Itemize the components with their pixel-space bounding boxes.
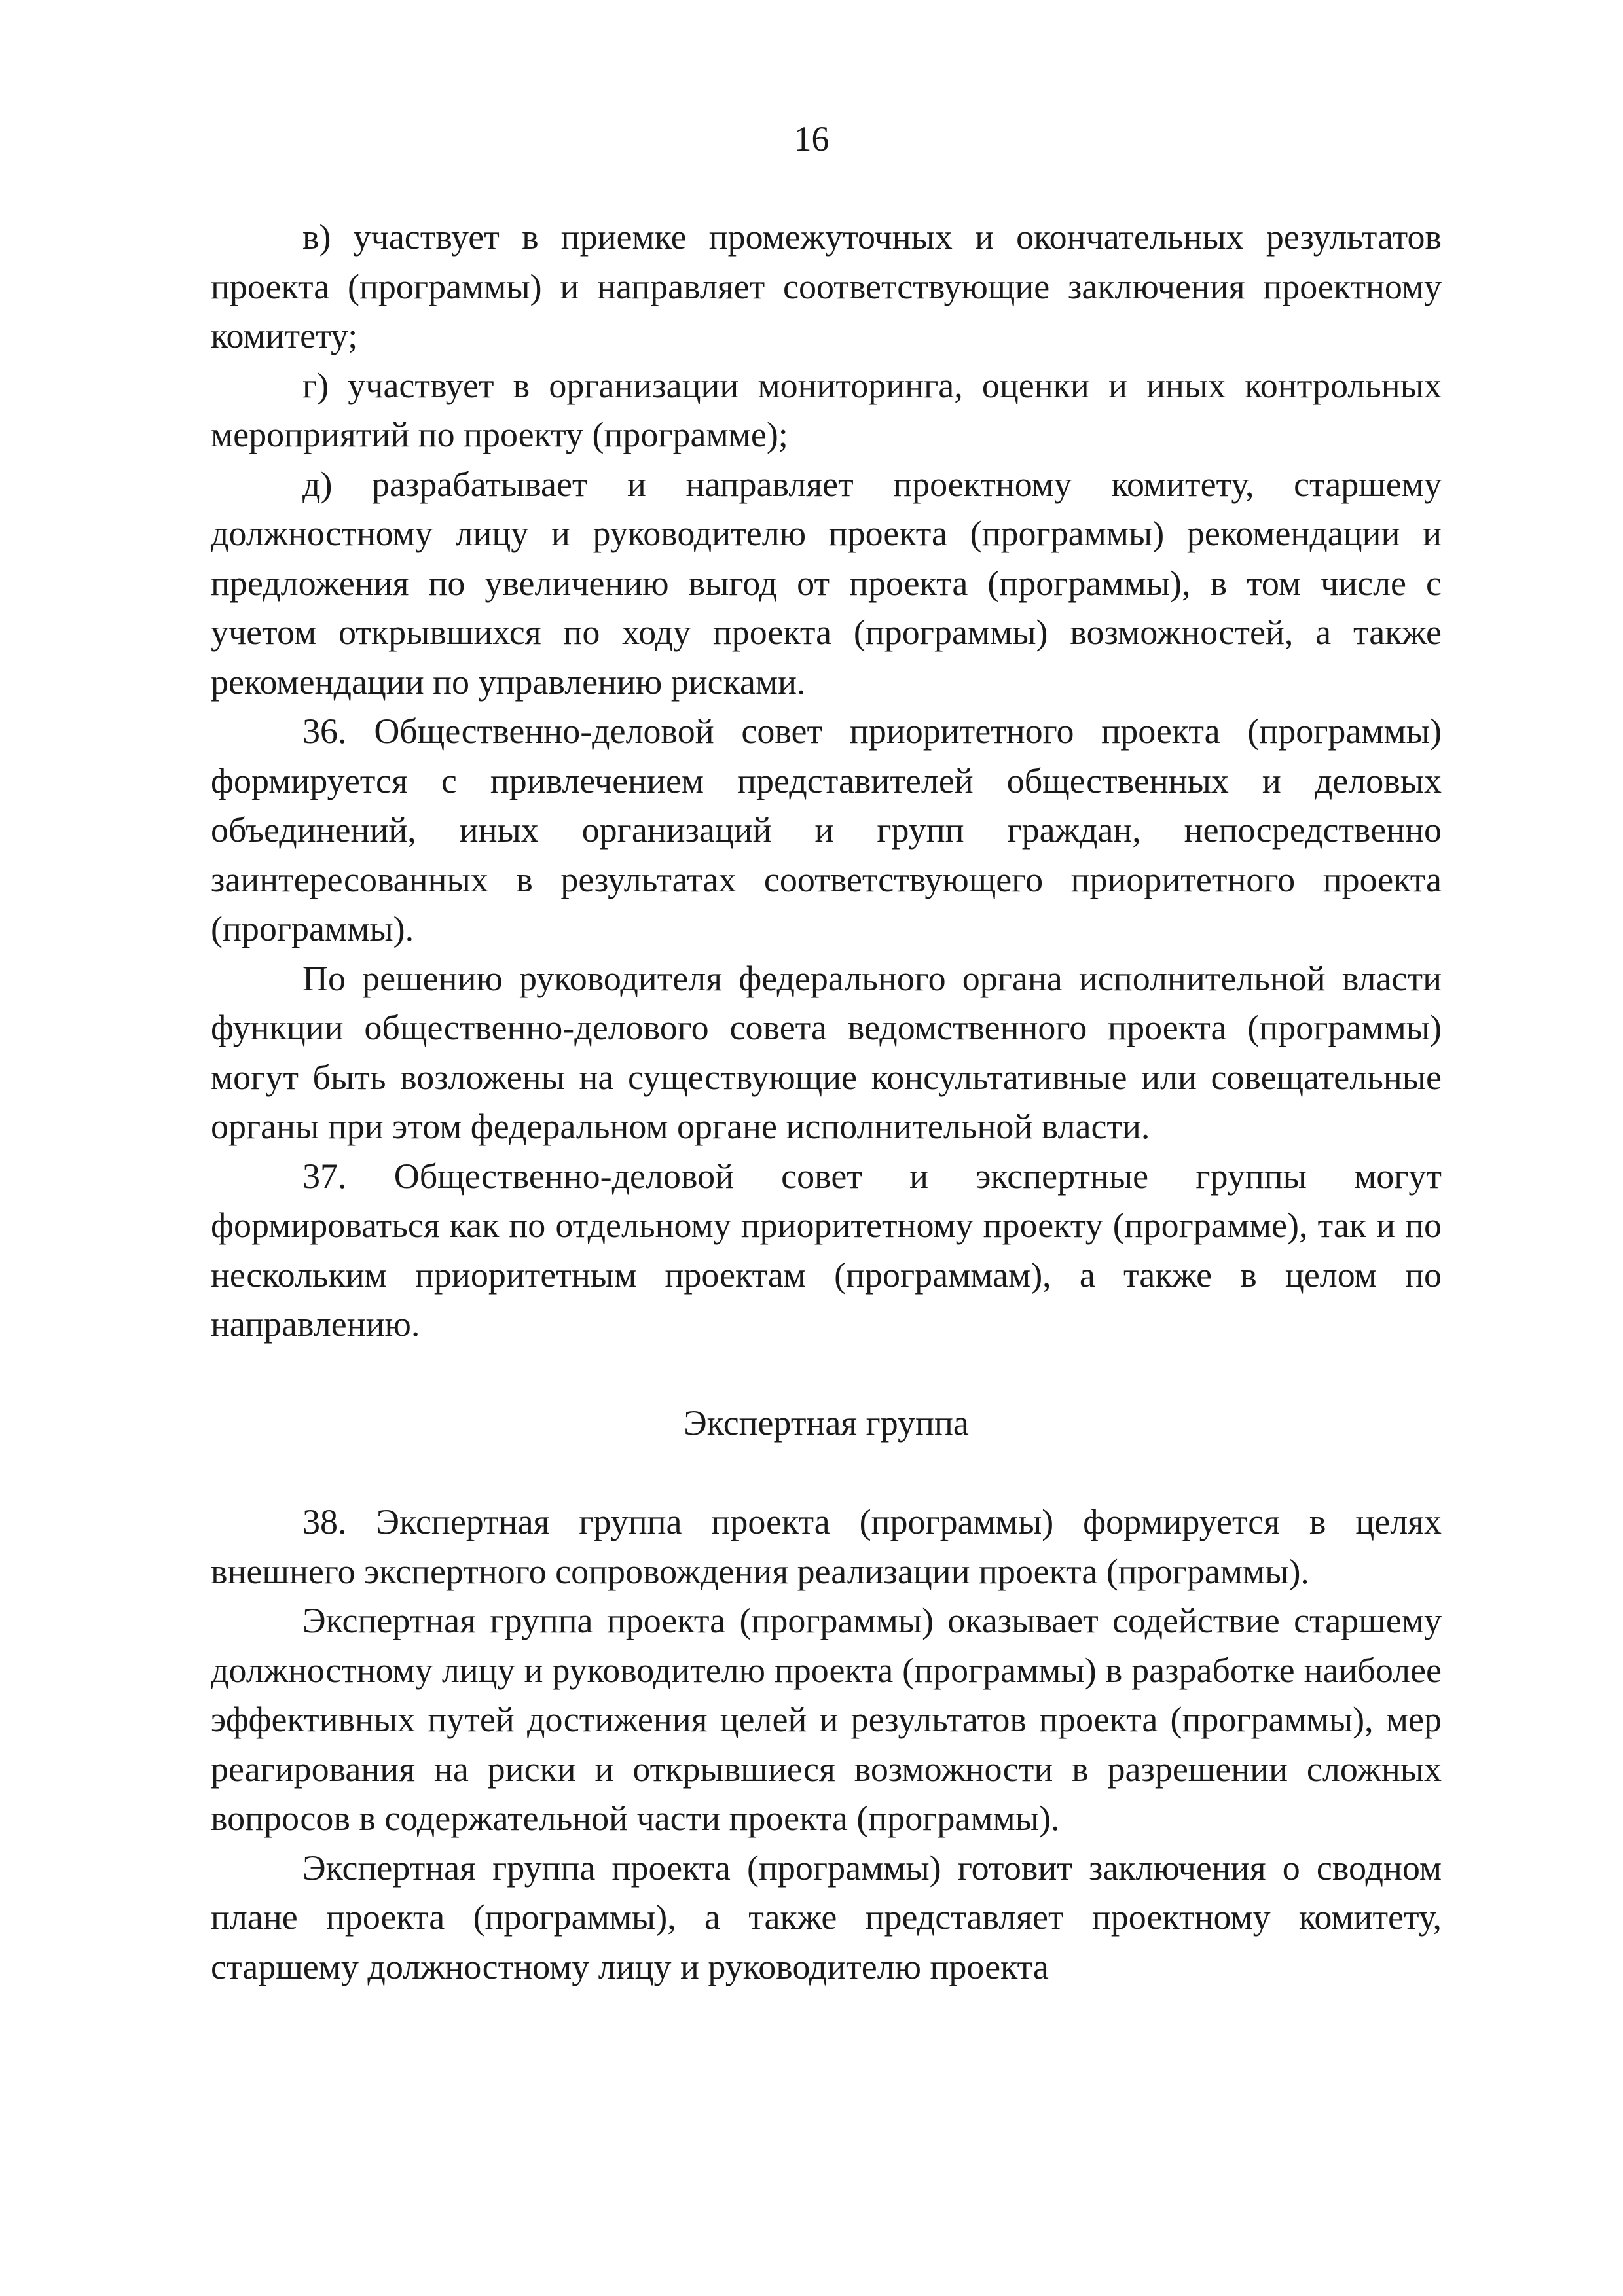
paragraph-item-g: г) участвует в организации мониторинга, оценки и иных контрольных мероприятий по проекту (программе); (211, 365, 1442, 454)
document-body (211, 213, 1442, 1992)
paragraph-item-d: д) разрабатывает и направляет проектному комитету, старшему должностному лицу и руководителю проекта (программы) рекомендации и предложения по увеличению выгод от проекта (программы), в том числе с учетом открывшихся по ходу проекта (программы) возможностей, а также рекомендации по управлению рисками. (211, 464, 1442, 702)
paragraph-38-assistance: Экспертная группа проекта (программы) оказывает содействие старшему должностному лицу и руководителю проекта (программы) в разработке наиболее эффективных путей достижения целей и результатов проекта (программы), мер реагирования на риски и открывшиеся возможности в разрешении сложных вопросов в содержательной части проекта (программы). (211, 1601, 1442, 1838)
paragraph-38-conclusions: Экспертная группа проекта (программы) готовит заключения о сводном плане проекта (программы), а также представляет проектному комитету, старшему должностному лицу и руководителю проекта (211, 1848, 1442, 1986)
paragraph-37: 37. Общественно-деловой совет и экспертные группы могут формироваться как по отдельному приоритетному проекту (программе), так и по нескольким приоритетным проектам (программам), а также в целом по направлению. (211, 1156, 1442, 1344)
paragraph-36: 36. Общественно-деловой совет приоритетного проекта (программы) формируется с привлечением представителей общественных и деловых объединений, иных организаций и групп граждан, непосредственно заинтересованных в результатах соответствующего приоритетного проекта (программы). (211, 711, 1442, 948)
paragraph-item-v: в) участвует в приемке промежуточных и окончательных результатов проекта (программы) и направляет соответствующие заключения проектному комитету; (211, 217, 1442, 355)
page-number: 16 (793, 119, 830, 158)
paragraph-36-continuation: По решению руководителя федерального органа исполнительной власти функции общественно-делового совета ведомственного проекта (программы) могут быть возложены на существующие консультативные или совещательные органы при этом федеральном органе исполнительной власти. (211, 958, 1442, 1146)
section-heading: Экспертная группа (684, 1403, 969, 1443)
paragraph-38: 38. Экспертная группа проекта (программы) формируется в целях внешнего экспертного сопровождения реализации проекта (программы). (211, 1502, 1442, 1591)
